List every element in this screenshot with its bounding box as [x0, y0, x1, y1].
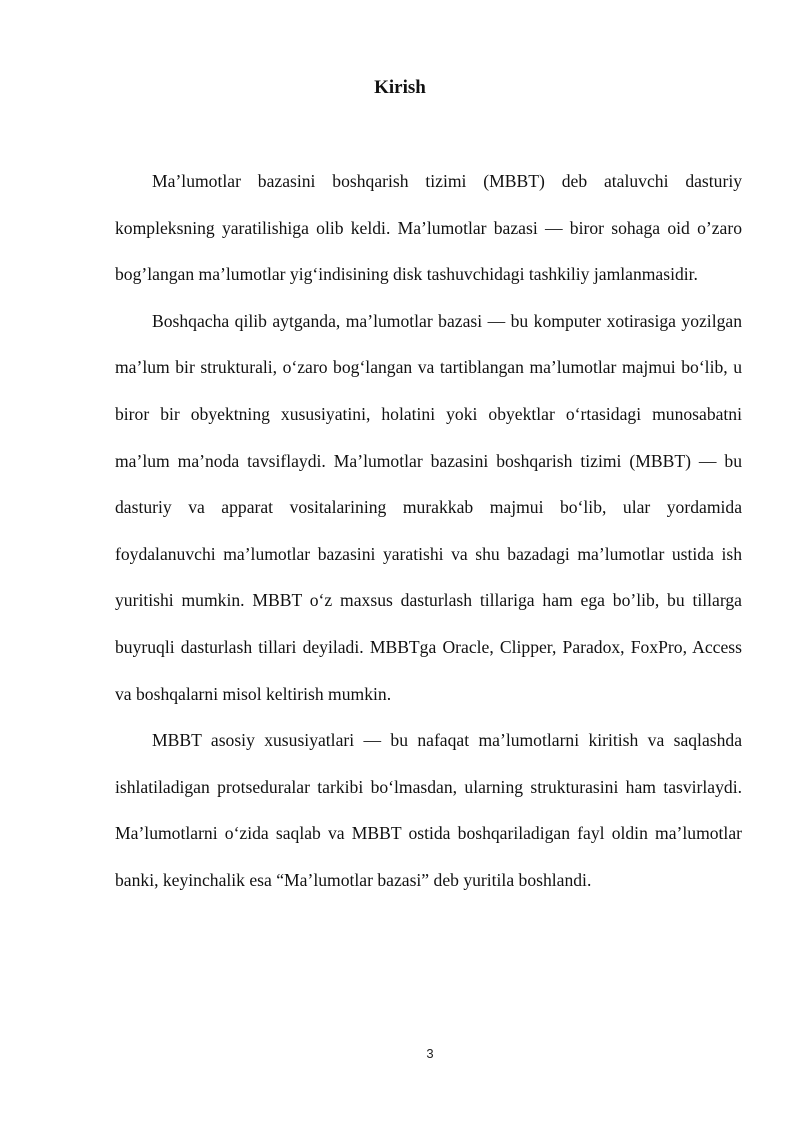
paragraph-1: Ma’lumotlar bazasini boshqarish tizimi (MBBT) deb ataluvchi dasturiy kompleksning yaratilishiga olib keldi. Ma’lumotlar bazasi — biror sohaga oid o’zaro bog’langan ma’lumotlar yig‘indisining disk tashuvchidagi tashkiliy jamlanmasidir. — [115, 171, 742, 285]
paragraph-3: MBBT asosiy xususiyatlari — bu nafaqat ma’lumotlarni kiritish va saqlashda ishlatiladigan protseduralar tarkibi bo‘lmasdan, ularning strukturasini ham tasvirlaydi. Ma’lumotlarni o‘zida saqlab va MBBT ostida boshqariladigan fayl oldin ma’lumotlar banki, keyinchalik esa “Ma’lumotlar bazasi” deb yuritila boshlandi. — [115, 730, 742, 890]
page-number: 3 — [426, 1046, 434, 1061]
body-text — [115, 158, 742, 904]
paragraph-2: Boshqacha qilib aytganda, ma’lumotlar bazasi — bu komputer xotirasiga yozilgan ma’lum bir strukturali, o‘zaro bog‘langan va tartiblangan ma’lumotlar majmui bo‘lib, u biror bir obyektning xususiyatini, holatini yoki obyektlar o‘rtasidagi munosabatni ma’lum ma’noda tavsiflaydi. Ma’lumotlar bazasini boshqarish tizimi (MBBT) — bu dasturiy va apparat vositalarining murakkab majmui bo‘lib, ular yordamida foydalanuvchi ma’lumotlar bazasini yaratishi va shu bazadagi ma’lumotlar ustida ish yuritishi mumkin. MBBT o‘z maxsus dasturlash tillariga ham ega bo’lib, bu tillarga buyruqli dasturlash tillari deyiladi. MBBTga Oracle, Clipper, Paradox, FoxPro, Access va boshqalarni misol keltirish mumkin. — [115, 310, 742, 704]
page-title: Kirish — [374, 77, 426, 98]
